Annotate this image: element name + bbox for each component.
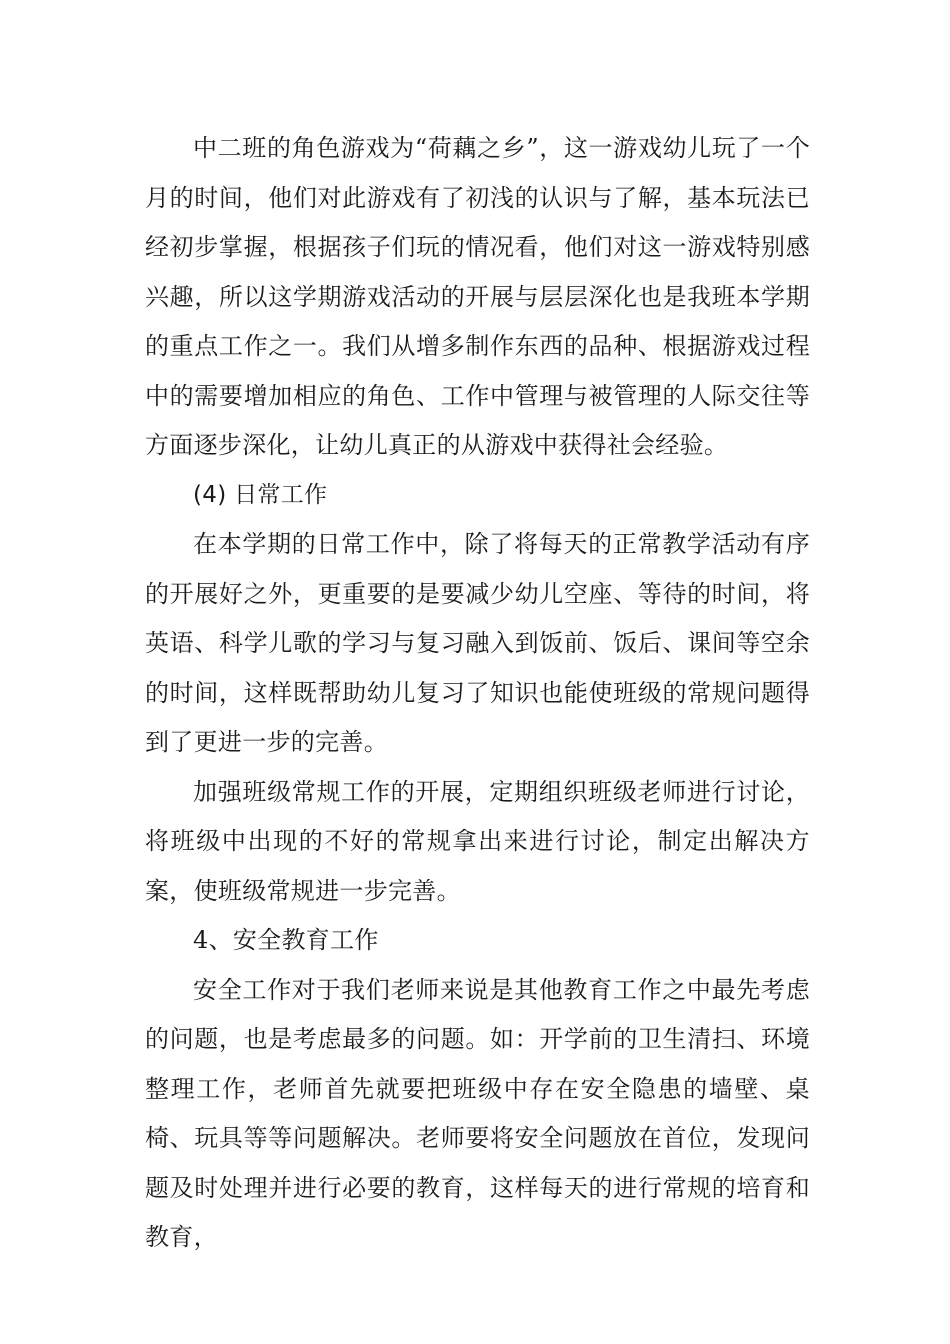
- paragraph-class-routine: 加强班级常规工作的开展，定期组织班级老师进行讨论，将班级中出现的不好的常规拿出来进行讨论，制定出解决方案，使班级常规进一步完善。: [145, 777, 810, 905]
- paragraph-role-play-game: 中二班的角色游戏为“荷藕之乡”，这一游戏幼儿玩了一个月的时间，他们对此游戏有了初浅的认识与了解，基本玩法已经初步掌握，根据孩子们玩的情况看，他们对这一游戏特别感兴趣，所以这学期游戏活动的开展与层层深化也是我班本学期的重点工作之一。我们从增多制作东西的品种、根据游戏过程中的需要增加相应的角色、工作中管理与被管理的人际交往等方面逐步深化，让幼儿真正的从游戏中获得社会经验。: [145, 134, 810, 459]
- section-heading-safety-education: 4、安全教育工作: [193, 926, 379, 954]
- document-body: [145, 124, 810, 1263]
- paragraph-safety-work: 安全工作对于我们老师来说是其他教育工作之中最先考虑的问题，也是考虑最多的问题。如：开学前的卫生清扫、环境整理工作，老师首先就要把班级中存在安全隐患的墙壁、桌椅、玩具等等问题解决。老师要将安全问题放在首位，发现问题及时处理并进行必要的教育，这样每天的进行常规的培育和教育，: [145, 975, 810, 1251]
- section-heading-daily-work: (4) 日常工作: [193, 481, 328, 508]
- paragraph-daily-work: 在本学期的日常工作中，除了将每天的正常教学活动有序的开展好之外，更重要的是要减少幼儿空座、等待的时间，将英语、科学儿歌的学习与复习融入到饭前、饭后、课间等空余的时间，这样既帮助幼儿复习了知识也能使班级的常规问题得到了更进一步的完善。: [145, 530, 810, 756]
